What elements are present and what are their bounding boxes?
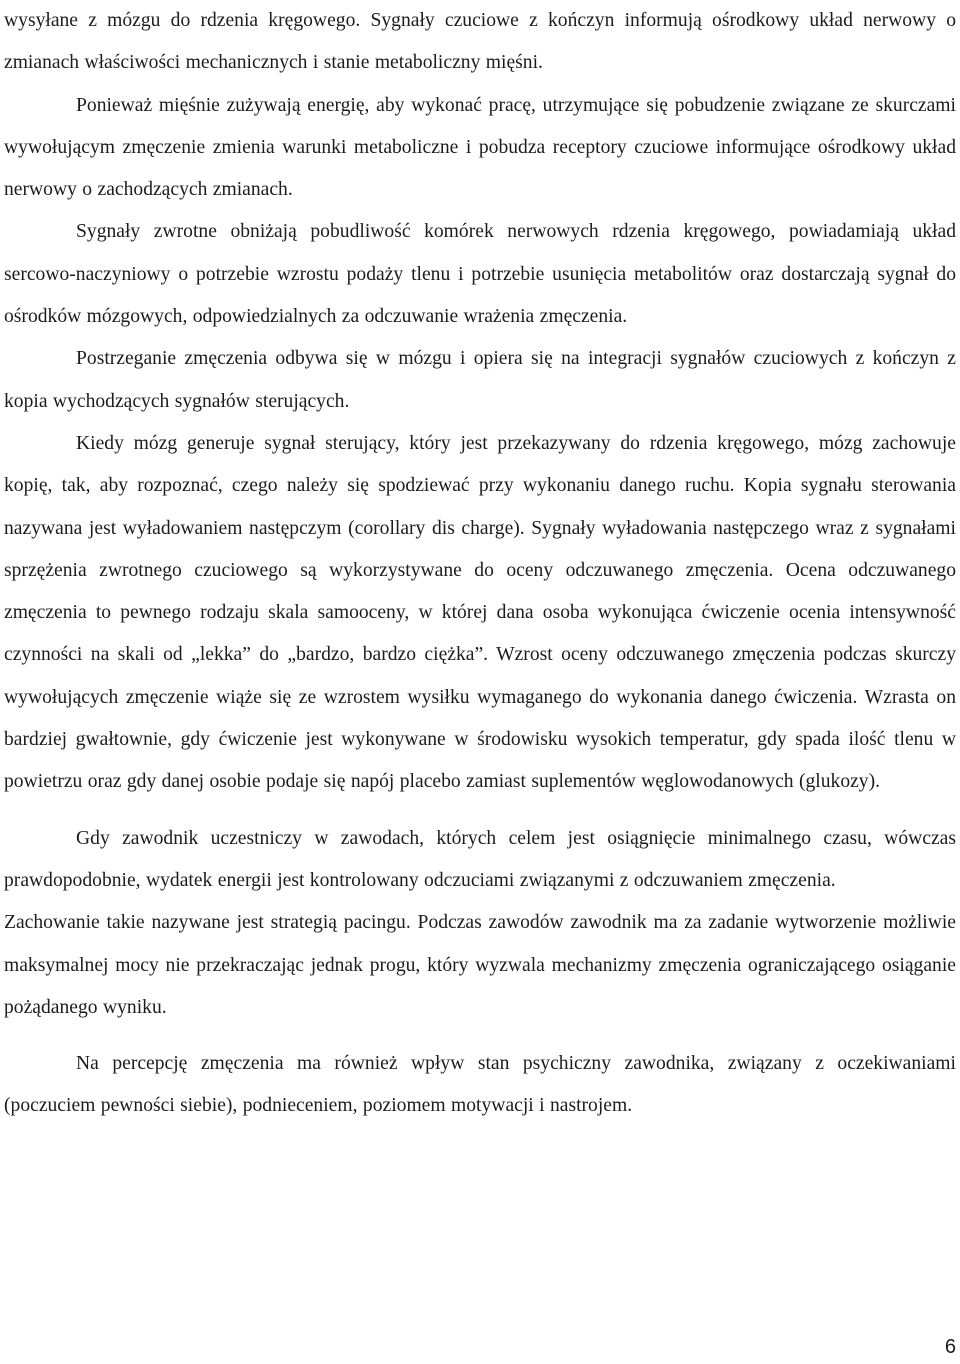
paragraph: wysyłane z mózgu do rdzenia kręgowego. Sygnały czuciowe z kończyn informują ośrodkowy układ nerwowy o zmianach właściwości mechanicznych i stanie metaboliczny mięśni. bbox=[4, 10, 956, 74]
paragraph: Sygnały zwrotne obniżają pobudliwość komórek nerwowych rdzenia kręgowego, powiadamiają układ sercowo-naczyniowy o potrzebie wzrostu podaży tlenu i potrzebie usunięcia metabolitów oraz dostarczają sygnał do ośrodków mózgowych, odpowiedzialnych za odczuwanie wrażenia zmęczenia. bbox=[4, 221, 956, 328]
page-number: 6 bbox=[944, 1336, 956, 1358]
paragraph: Kiedy mózg generuje sygnał sterujący, który jest przekazywany do rdzenia kręgowego, mózg zachowuje kopię, tak, aby rozpoznać, czego należy się spodziewać przy wykonaniu danego ruchu. Kopia sygnału sterowania nazywana jest wyładowaniem następczym (corollary dis charge). Sygnały wyładowania następczego wraz z sygnałami sprzężenia zwrotnego czuciowego są wykorzystywane do oceny odczuwanego zmęczenia. Ocena odczuwanego zmęczenia to pewnego rodzaju skala samooceny, w której dana osoba wykonująca ćwiczenie ocenia intensywność czynności na skali od „lekka” do „bardzo, bardzo ciężka”. Wzrost oceny odczuwanego zmęczenia podczas skurczy wywołujących zmęczenie wiąże się ze wzrostem wysiłku wymaganego do wykonania danego ćwiczenia. Wzrasta on bardziej gwałtownie, gdy ćwiczenie jest wykonywane w środowisku wysokich temperatur, gdy spada ilość tlenu w powietrzu oraz gdy danej osobie podaje się napój placebo zamiast suplementów węglowodanowych (glukozy). bbox=[4, 432, 956, 793]
document-body bbox=[4, 0, 956, 1128]
paragraph: Na percepcję zmęczenia ma również wpływ stan psychiczny zawodnika, związany z oczekiwaniami (poczuciem pewności siebie), podnieceniem, poziomem motywacji i nastrojem. bbox=[4, 1053, 956, 1117]
paragraph: Postrzeganie zmęczenia odbywa się w mózgu i opiera się na integracji sygnałów czuciowych z kończyn z kopia wychodzących sygnałów sterujących. bbox=[4, 348, 956, 412]
paragraph: Gdy zawodnik uczestniczy w zawodach, których celem jest osiągnięcie minimalnego czasu, wówczas prawdopodobnie, wydatek energii jest kontrolowany odczuciami związanymi z odczuwaniem zmęczenia. bbox=[4, 827, 956, 891]
paragraph: Ponieważ mięśnie zużywają energię, aby wykonać pracę, utrzymujące się pobudzenie związane ze skurczami wywołującym zmęczenie zmienia warunki metaboliczne i pobudza receptory czuciowe informujące ośrodkowy układ nerwowy o zachodzących zmianach. bbox=[4, 94, 956, 201]
paragraph: Zachowanie takie nazywane jest strategią pacingu. Podczas zawodów zawodnik ma za zadanie wytworzenie możliwie maksymalnej mocy nie przekraczając jednak progu, który wyzwala mechanizmy zmęczenia ograniczającego osiąganie pożądanego wyniku. bbox=[4, 912, 956, 1018]
